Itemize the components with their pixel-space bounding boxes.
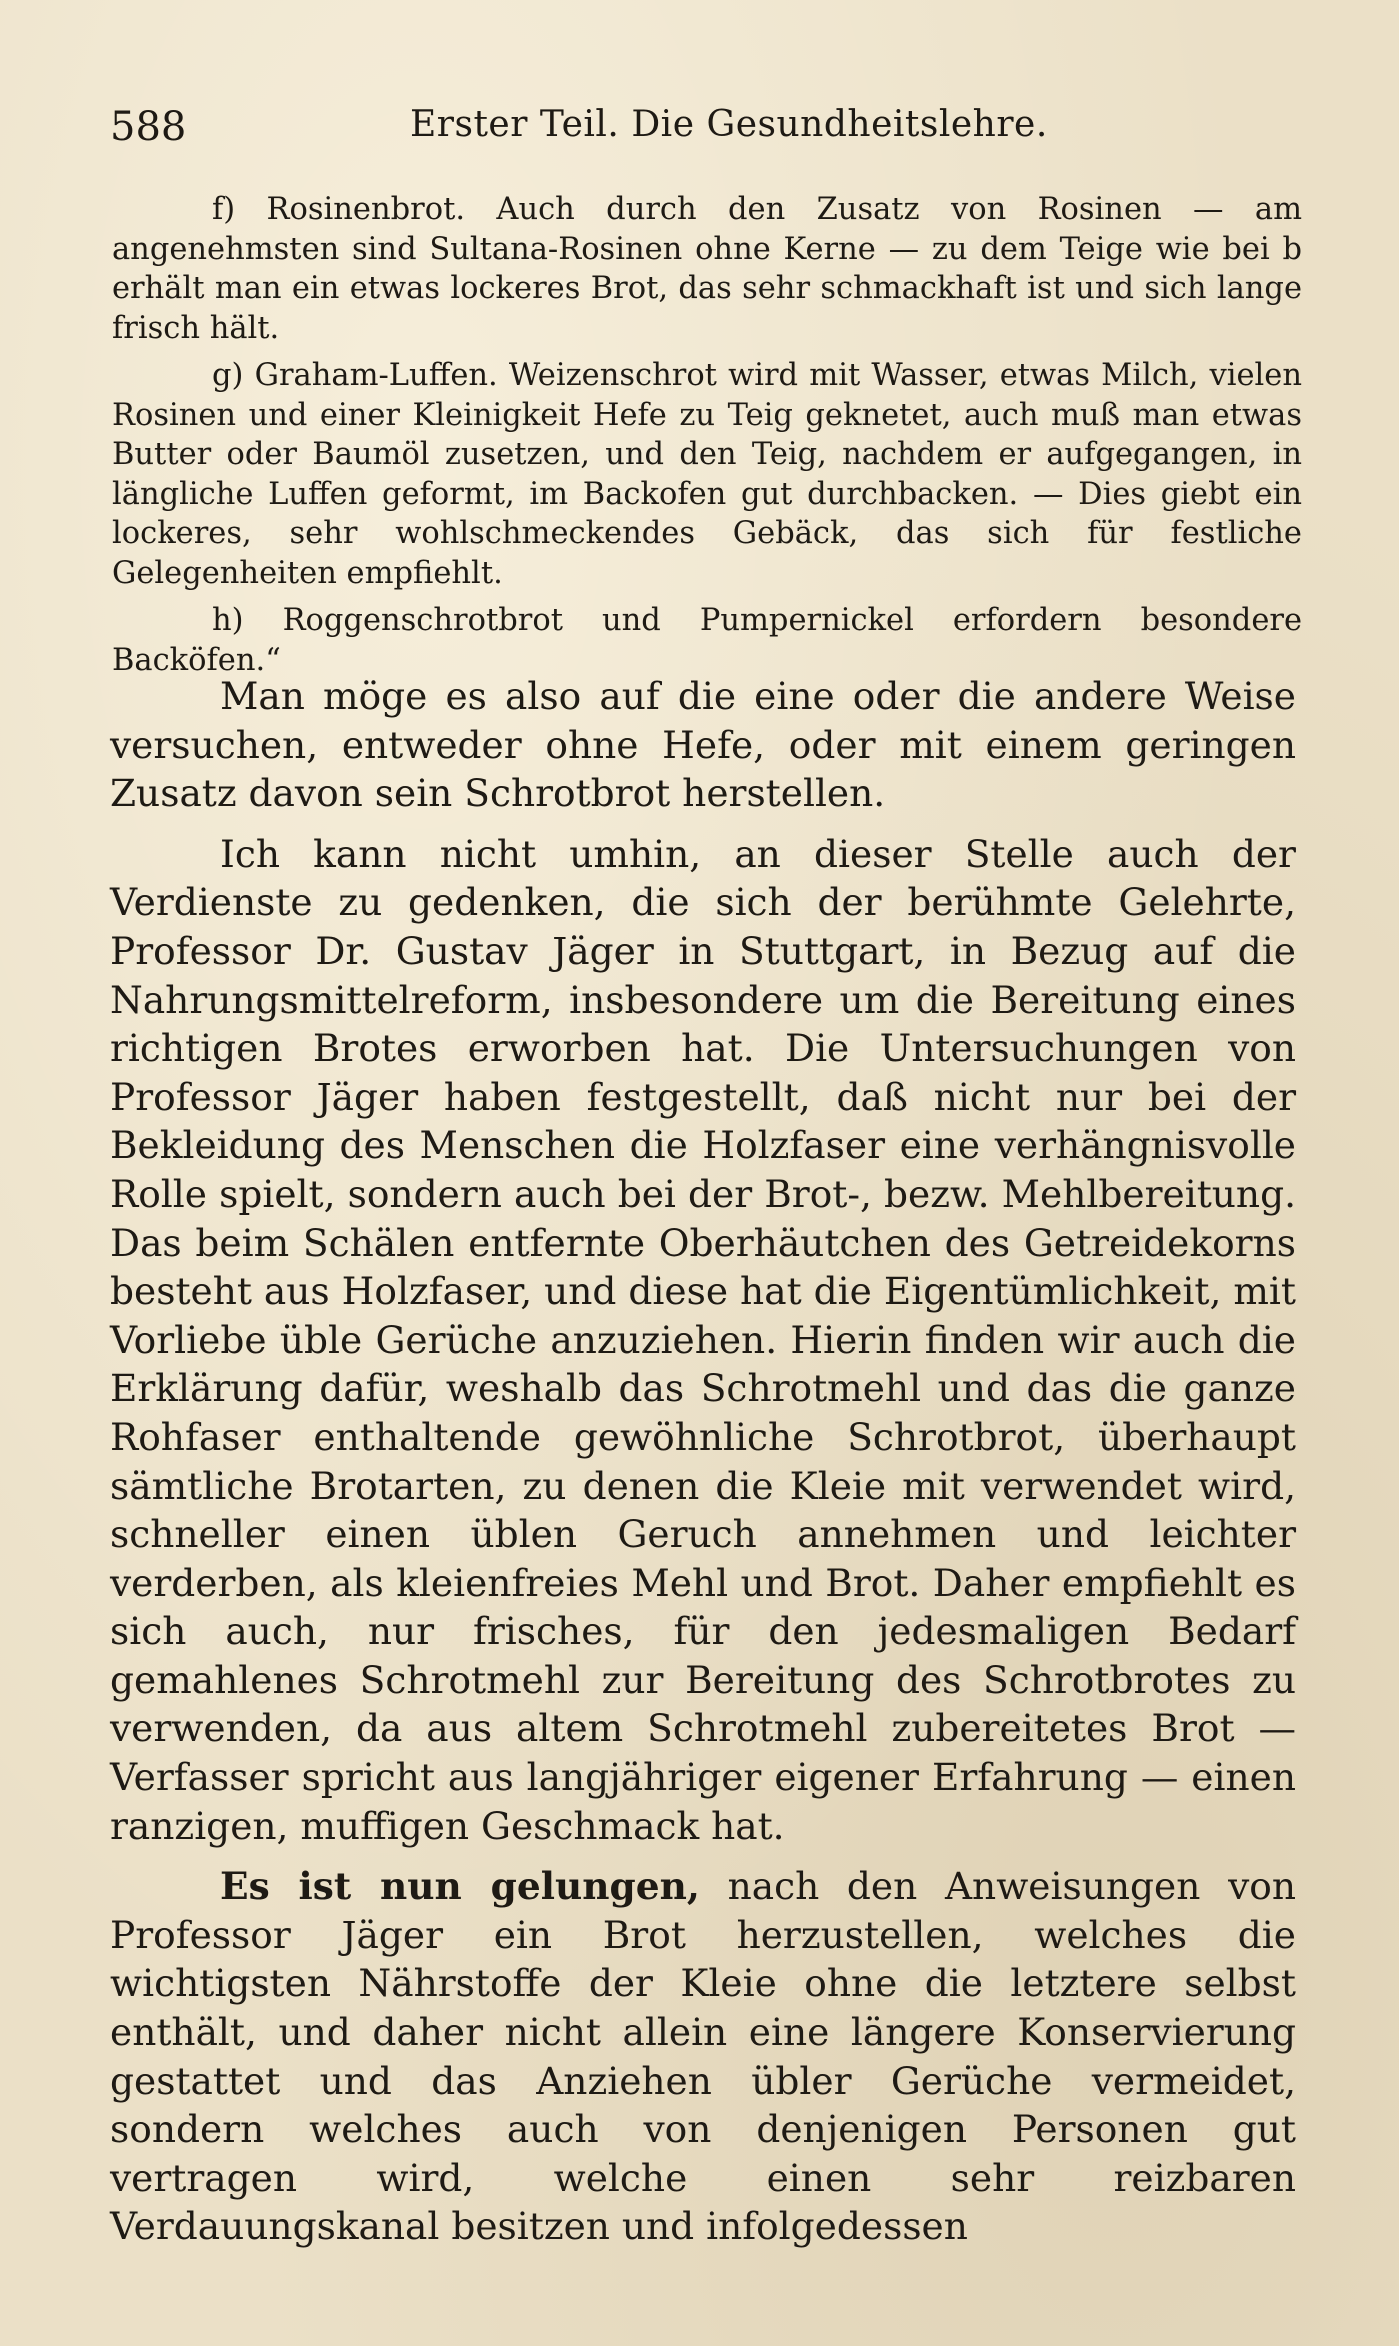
- page-header: [110, 104, 1304, 154]
- paragraph-3: [110, 1862, 1296, 2251]
- quoted-recipes: [112, 190, 1302, 688]
- recipe-g-graham-luffen: g) Graham-Luffen. Weizenschrot wird mit Wasser, etwas Milch, vielen Rosinen und einer Kleinigkeit Hefe zu Teig geknetet, auch muß man etwas Butter oder Baumöl zusetzen, und den Teig, nachdem er aufgegangen, in längliche Luffen geformt, im Backofen gut durchbacken. — Dies giebt ein lockeres, sehr wohlschmeckendes Gebäck, das sich für festliche Gelegenheiten empfiehlt.: [112, 358, 1302, 591]
- page-number: 588: [110, 104, 187, 150]
- main-text: [110, 672, 1296, 2263]
- recipe-f-rosinenbrot: f) Rosinenbrot. Auch durch den Zusatz von Rosinen — am angenehmsten sind Sultana-Rosinen ohne Kerne — zu dem Teige wie bei b erhält man ein etwas lockeres Brot, das sehr schmackhaft ist und sich lange frisch hält.: [112, 192, 1302, 346]
- paragraph-2: Ich kann nicht umhin, an dieser Stelle auch der Verdienste zu gedenken, die sich der berühmte Gelehrte, Professor Dr. Gustav Jäger in Stuttgart, in Bezug auf die Nahrungsmittelreform, insbesondere um die Bereitung eines richtigen Brotes erworben hat. Die Untersuchungen von Professor Jäger haben festgestellt, daß nicht nur bei der Bekleidung des Menschen die Holzfaser eine verhängnisvolle Rolle spielt, sondern auch bei der Brot-, bezw. Mehlbereitung. Das beim Schälen entfernte Oberhäutchen des Getreidekorns besteht aus Holzfaser, und diese hat die Eigentümlichkeit, mit Vorliebe üble Gerüche anzuziehen. Hierin finden wir auch die Erklärung dafür, weshalb das Schrotmehl und das die ganze Rohfaser enthaltende gewöhnliche Schrotbrot, überhaupt sämtliche Brotarten, zu denen die Kleie mit verwendet wird, schneller einen üblen Geruch annehmen und leichter verderben, als kleienfreies Mehl und Brot. Daher empfiehlt es sich auch, nur frisches, für den jedesmaligen Bedarf gemahlenes Schrotmehl zur Bereitung des Schrotbrotes zu verwenden, da aus altem Schrotmehl zubereitetes Brot — Verfasser spricht aus langjähriger eigener Erfahrung — einen ranzigen, muffigen Geschmack hat.: [110, 831, 1296, 1848]
- paragraph-3-text: nach den Anweisungen von Professor Jäger ein Brot herzustellen, welches die wichtigsten Nährstoffe der Kleie ohne die letztere selbst enthält, und daher nicht allein eine längere Konservierung gestattet und das Anziehen übler Gerüche vermeidet, sondern welches auch von denjenigen Personen gut vertragen wird, welche einen sehr reizbaren Verdauungskanal besitzen und infolgedessen: [110, 1864, 1296, 2249]
- paragraph-3-emphasis: Es ist nun gelungen,: [220, 1864, 700, 1909]
- running-head: Erster Teil. Die Gesundheitslehre.: [410, 104, 1048, 145]
- paragraph-1: Man möge es also auf die eine oder die andere Weise versuchen, entweder ohne Hefe, oder mit einem geringen Zusatz davon sein Schrotbrot herstellen.: [110, 674, 1296, 816]
- recipe-h-roggenschrotbrot: h) Roggenschrotbrot und Pumpernickel erfordern besondere Backöfen.“: [112, 603, 1302, 678]
